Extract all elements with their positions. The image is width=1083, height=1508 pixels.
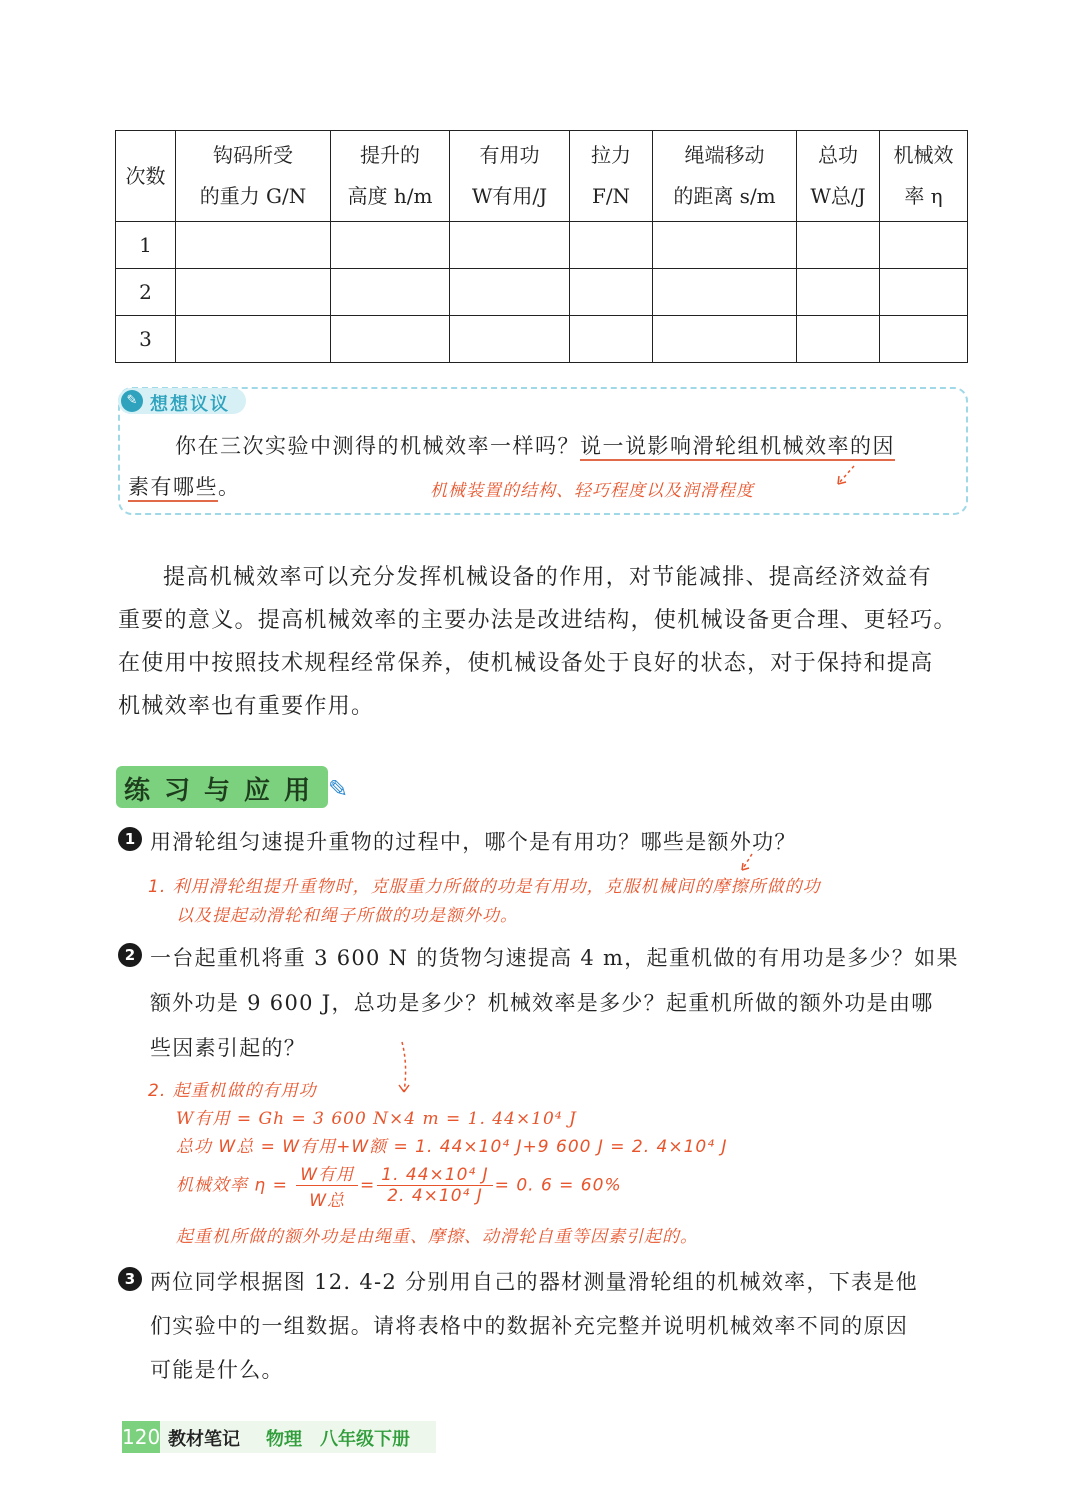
question-1-text: 用滑轮组匀速提升重物的过程中，哪个是有用功？哪些是额外功？ <box>150 830 797 854</box>
question-number: 1 <box>118 827 142 851</box>
answer-1-line-2: 以及提起动滑轮和绳子所做的功是额外功。 <box>176 906 518 926</box>
question-2-line-2: 额外功是 9 600 J，总功是多少？机械效率是多少？起重机所做的额外功是由哪 <box>150 991 934 1015</box>
question-number: 3 <box>118 1267 142 1291</box>
arrow-icon <box>734 852 758 874</box>
paragraph-line: 提高机械效率可以充分发挥机械设备的作用，对节能减排、提高经济效益有 <box>163 565 932 590</box>
question-2-line-1: 一台起重机将重 3 600 N 的货物匀速提高 4 m，起重机做的有用功是多少？如果 <box>150 946 959 970</box>
arrow-icon <box>394 1040 414 1098</box>
header-cell: 有用功 W有用/J <box>450 131 570 222</box>
notebook-icon: ✎ <box>121 390 143 412</box>
answer-2-formula-2: 总功 W总 = W有用+W额 = 1. 44×10⁴ J+9 600 J = 2. 4×10⁴ J <box>176 1137 728 1157</box>
fraction: $\frac{\text{W有用}}{\text{W总}}$ <box>296 1160 358 1211</box>
answer-2-formula-3: 机械效率 η = $\frac{\text{W有用}}{\text{W总}}$ = $\frac{\text{1. 44×10⁴ J}}{\text{2. 4×10⁴ J}}$ = 0. 6 = 60% <box>176 1160 622 1211</box>
header-cell: 钩码所受 的重力 G/N <box>176 131 331 222</box>
paragraph-line: 在使用中按照技术规程经常保养，使机械设备处于良好的状态，对于保持和提高 <box>118 651 934 676</box>
subject-label: 物理 <box>266 1429 302 1450</box>
experiment-table <box>115 130 968 363</box>
question-3-line-2: 们实验中的一组数据。请将表格中的数据补充完整并说明机械效率不同的原因 <box>150 1314 909 1338</box>
header-cell: 绳端移动 的距离 s/m <box>653 131 797 222</box>
question-3-line-3: 可能是什么。 <box>150 1358 284 1382</box>
think-question-line-1: 你在三次实验中测得的机械效率一样吗？说一说影响滑轮组机械效率的因 <box>175 434 895 458</box>
answer-2-line-1: 2. 起重机做的有用功 <box>148 1081 317 1101</box>
answer-2-formula-1: W有用 = Gh = 3 600 N×4 m = 1. 44×10⁴ J <box>176 1109 577 1129</box>
question-3-line-1: 两位同学根据图 12. 4-2 分别用自己的器材测量滑轮组的机械效率，下表是他 <box>150 1270 918 1294</box>
exercise-heading: 练习与应用 <box>124 776 325 806</box>
header-cell: 机械效 率 η <box>880 131 968 222</box>
think-question-line-2: 素有哪些。 <box>128 475 241 499</box>
row-number: 3 <box>116 316 176 363</box>
header-cell: 提升的 高度 h/m <box>331 131 450 222</box>
pencil-icon: ✎ <box>328 775 349 803</box>
row-number: 2 <box>116 269 176 316</box>
paragraph-line: 机械效率也有重要作用。 <box>118 694 375 719</box>
row-number: 1 <box>116 222 176 269</box>
header-cell: 拉力 F/N <box>570 131 653 222</box>
question-number: 2 <box>118 943 142 967</box>
handwritten-answer: 机械装置的结构、轻巧程度以及润滑程度 <box>430 481 754 501</box>
grade-label: 八年级下册 <box>320 1429 410 1450</box>
fraction: $\frac{\text{1. 44×10⁴ J}}{\text{2. 4×10⁴ J}}$ <box>377 1165 492 1206</box>
table-row <box>116 316 968 363</box>
book-title: 教材笔记 <box>168 1429 240 1450</box>
header-cell: 次数 <box>116 131 176 222</box>
page-number: 120 <box>122 1421 160 1453</box>
table-header-row <box>116 131 968 222</box>
table-row <box>116 222 968 269</box>
paragraph-line: 重要的意义。提高机械效率的主要办法是改进结构，使机械设备更合理、更轻巧。 <box>118 608 957 633</box>
question-2-line-3: 些因素引起的？ <box>150 1036 307 1060</box>
answer-2-line-5: 起重机所做的额外功是由绳重、摩擦、动滑轮自重等因素引起的。 <box>176 1227 698 1247</box>
answer-1-line-1: 1. 利用滑轮组提升重物时，克服重力所做的功是有用功，克服机械间的摩擦所做的功 <box>148 877 821 897</box>
arrow-icon <box>830 462 860 492</box>
think-discuss-title: 想想议议 <box>150 394 230 415</box>
table-row <box>116 269 968 316</box>
header-cell: 总功 W总/J <box>797 131 880 222</box>
